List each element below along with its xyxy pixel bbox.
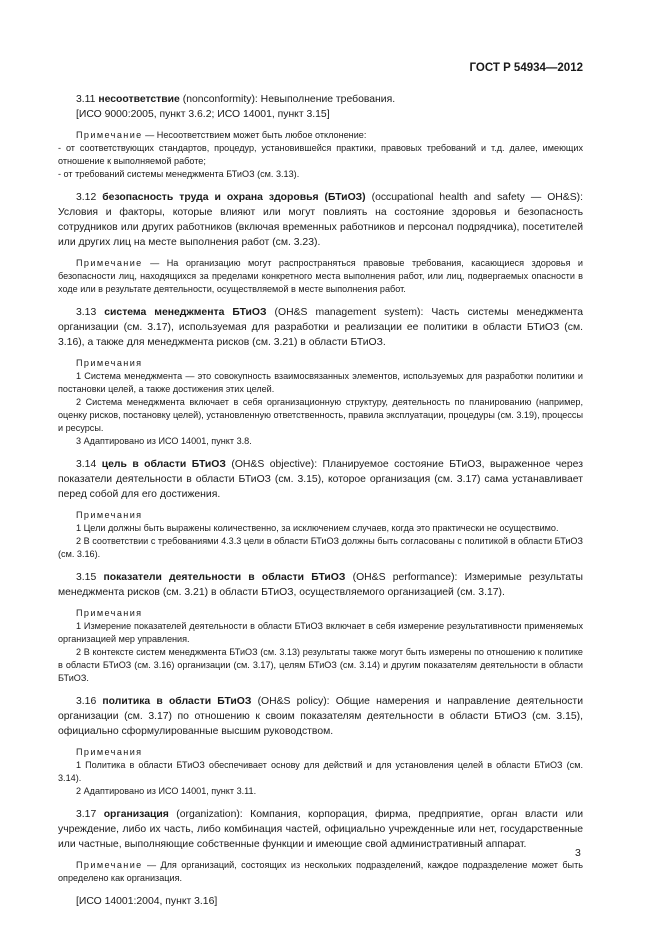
note (58, 129, 583, 142)
entry-number: 3.17 (76, 809, 97, 820)
term-name: система менеджмента БТиОЗ (104, 307, 267, 318)
term-definition: (OH&S management system): Часть системы менеджмента организации (см. 3.17), используемая для разработки и реализации ее политики в области БТиОЗ (см. 3.16), а также для менеджмента рисков (см. 3.21) в области БТиОЗ. (58, 307, 583, 348)
term-definition: (OH&S performance): Измеримые результаты менеджмента рисков (см. 3.21) в области БТиОЗ, осуществляемого организацией (см. 3.17). (58, 572, 583, 598)
term-definition: (OH&S objective): Планируемое состояние БТиОЗ, выраженное через показатели деятельности в области БТиОЗ (см. 3.15), которое организация (см. 3.17) сама устанавливает перед собой для его достижения. (58, 459, 583, 500)
notes-label: Примечания (76, 358, 143, 368)
term-name: цель в области БТиОЗ (101, 459, 226, 470)
term-entry-3-11 (58, 92, 583, 107)
entry-number: 3.15 (76, 572, 97, 583)
term-name: безопасность труда и охрана здоровья (БТиОЗ) (102, 192, 366, 203)
note-label: Примечание (76, 130, 143, 140)
note-text: — Для организаций, состоящих из нескольких подразделений, каждое подразделение может быть определено как организация. (58, 860, 583, 883)
note-item: 3 Адаптировано из ИСО 14001, пункт 3.8. (76, 436, 252, 446)
note (58, 859, 583, 885)
note-label: Примечание (76, 860, 143, 870)
term-definition: (nonconformity): Невыполнение требования. (179, 94, 396, 105)
note-item: 1 Система менеджмента — это совокупность взаимосвязанных элементов, используемых для разработки политики и постановки целей, а также достижения этих целей. (58, 371, 583, 394)
term-definition: (organization): Компания, корпорация, фирма, предприятие, орган власти или учреждение, либо их часть, либо комбинация частей, официально учрежденные или нет, государственные или частные, выполняющие собственные функции и имеющие свой административный аппарат. (58, 809, 583, 850)
entry-number: 3.14 (76, 459, 97, 470)
note-item: 2 Адаптировано из ИСО 14001, пункт 3.11. (76, 786, 257, 796)
term-entry-3-14 (58, 457, 583, 502)
note-label: Примечание (76, 258, 143, 268)
notes-label: Примечания (76, 608, 143, 618)
term-name: организация (103, 809, 169, 820)
note-item: 2 В соответствии с требованиями 4.3.3 цели в области БТиОЗ должны быть согласованы с политикой в области БТиОЗ (см. 3.16). (58, 536, 583, 559)
source-reference: [ИСО 9000:2005, пункт 3.6.2; ИСО 14001, пункт 3.15] (76, 109, 330, 120)
term-name: несоответствие (98, 94, 180, 105)
term-definition: (occupational health and safety — OH&S): Условия и факторы, которые влияют или могут повлиять на состояние здоровья и безопасность сотрудников или других работников (включая временных работников и персонал подрядчика), посетителей или других лиц на месте выполнения работ (см. 3.23). (58, 192, 584, 248)
note-list-item: - от требований системы менеджмента БТиОЗ (см. 3.13). (58, 169, 300, 179)
term-definition: (OH&S policy): Общие намерения и направление деятельности организации (см. 3.17) по отношению к своим показателям деятельности в области БТиОЗ (см. 3.15), официально сформулированные высшим руководством. (58, 696, 583, 737)
term-name: показатели деятельности в области БТиОЗ (103, 572, 346, 583)
note-list-item: - от соответствующих стандартов, процедур, установившейся практики, правовых требований и т.д. далее, имеющих отношение к выполняемой работе; (58, 143, 583, 166)
notes-label: Примечания (76, 747, 143, 757)
document-id-header: ГОСТ Р 54934—2012 (469, 62, 583, 74)
term-entry-3-16 (58, 694, 583, 739)
note (58, 257, 583, 296)
note-item: 2 В контексте систем менеджмента БТиОЗ (см. 3.13) результаты также могут быть измерены по отношению к политике в области БТиОЗ (см. 3.16) организации (см. 3.17), целям БТиОЗ (см. 3.14) и другим показателям деятельности в области БТиОЗ. (58, 647, 583, 683)
note-item: 1 Измерение показателей деятельности в области БТиОЗ включает в себя измерение результативности применяемых организацией мер управления. (58, 621, 583, 644)
note-item: 1 Политика в области БТиОЗ обеспечивает основу для действий и для установления целей в области БТиОЗ (см. 3.14). (58, 760, 583, 783)
note-text: — Несоответствием может быть любое отклонение: (142, 130, 367, 140)
term-entry-3-15 (58, 570, 583, 600)
term-name: политика в области БТиОЗ (102, 696, 252, 707)
entry-number: 3.16 (76, 696, 97, 707)
note-text: — На организацию могут распространяться правовые требования, касающиеся здоровья и безопасности лиц, находящихся за пределами конкретного места выполнения работ, или лиц, подвергаемых опасности в ходе или в результате деятельности, осуществляемой в месте выполнения работ. (58, 258, 583, 294)
page-number: 3 (575, 847, 581, 859)
source-reference: [ИСО 14001:2004, пункт 3.16] (76, 896, 218, 907)
entry-number: 3.11 (76, 94, 96, 105)
term-entry-3-13 (58, 305, 583, 350)
entry-number: 3.13 (76, 307, 97, 318)
entry-number: 3.12 (76, 192, 97, 203)
note-item: 1 Цели должны быть выражены количественно, за исключением случаев, когда это практически не осуществимо. (76, 523, 559, 533)
document-body (58, 92, 583, 909)
term-entry-3-17 (58, 807, 583, 852)
notes-label: Примечания (76, 510, 143, 520)
term-entry-3-12 (58, 190, 583, 250)
note-item: 2 Система менеджмента включает в себя организационную структуру, деятельность по планированию (например, оценку рисков, постановку целей), установленную ответственность, правила эксплуатации, процедуры (см. 3.19), процессы и ресурсы. (58, 397, 583, 433)
